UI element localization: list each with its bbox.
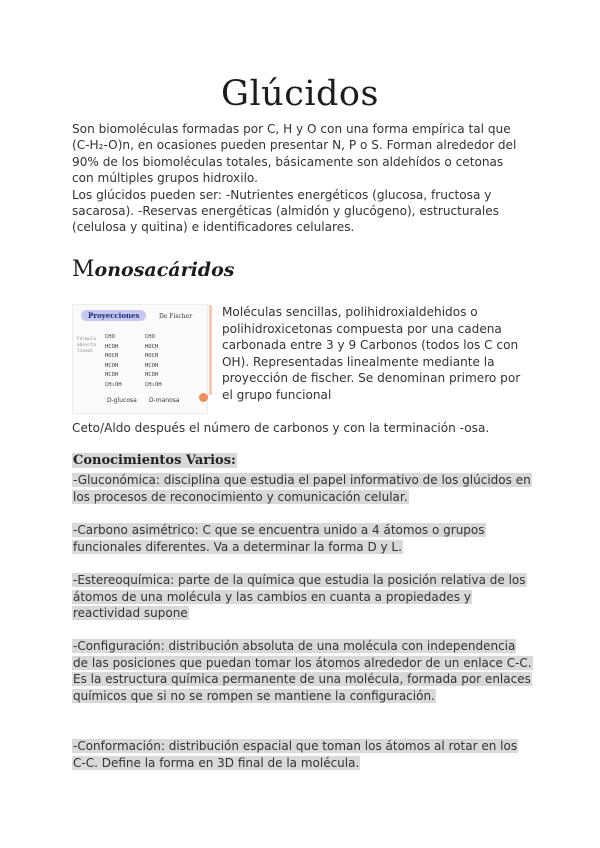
page-title: Glúcidos [221,74,379,114]
figure-side-note: Fórmula abierta lineal [77,337,96,354]
definition-item [72,572,532,622]
conocimientos-title [72,453,237,468]
monosacaridos-text-tail: Ceto/Aldo después el número de carbonos y con la terminación -osa. [72,421,490,435]
mannose-label: D-manosa [149,397,180,404]
accent-bar [209,305,212,395]
definition-item [72,638,532,704]
intro-paragraph-2: Los glúcidos pueden ser: -Nutrientes energéticos (glucosa, fructosa y sacarosa). -Reservas energéticas (almidón y glucógeno), estructurales (celulosa y quitina) e identificadores celulares. [72,187,500,235]
figure-subtitle: De Fischer [159,313,193,320]
definition-text: -Conformación: distribución espacial que toman los átomos al rotar en los C-C. Define la forma en 3D final de la molécula. [73,739,518,770]
monosacaridos-text: Moléculas sencillas, polihidroxialdehidos o polihidroxicetonas compuesta por una cadena carbonada entre 3 y 9 Carbonos (todos los C con OH). Representadas linealmente mediante la proyección de fischer. Se denominan primero por el grupo funcional [222,305,521,402]
glucose-label: D-glucosa [107,397,137,404]
section-heading-monosacaridos [72,256,234,282]
mannose-structure: CHO HOCH HOCH HCOH HCOH CH₂OH [145,334,162,388]
definition-item [72,522,532,555]
conocimientos-title-text: Conocimientos Varios: [73,453,236,468]
glucose-structure: CHO HCOH HOCH HCOH HCOH CH₂OH [105,334,122,388]
definition-text: -Configuración: distribución absoluta de una molécula con independencia de las posiciones que puedan tomar los átomos alrededor de un enlace C-C. Es la estructura química permanente de una molécula, formada por enlaces químicos que si no se rompen se mantiene la configuración. [73,639,532,703]
figure-tag: Proyecciones [81,310,146,321]
definition-text: -Carbono asimétrico: C que se encuentra unido a 4 átomos o grupos funcionales diferentes. Va a determinar la forma D y L. [73,523,485,554]
definition-item [72,738,532,771]
definition-text: -Gluconómica: disciplina que estudia el papel informativo de los glúcidos en los procesos de reconocimiento y comunicación celular. [73,473,531,504]
definition-text: -Estereoquímica: parte de la química que estudia la posición relativa de los átomos de una molécula y las cambios en cuanta a propiedades y reactividad supone [73,573,526,621]
definition-item [72,472,532,505]
heading-initial: M [72,257,95,282]
fischer-projection-figure [72,304,208,414]
accent-dot [199,393,208,402]
heading-rest: onosacáridos [94,259,235,281]
intro-paragraph-1: Son biomoléculas formadas por C, H y O con una forma empírica tal que (C-H₂-O)n, en ocasiones pueden presentar N, P o S. Forman alrededor del 90% de los biomoléculas totales, básicamente son aldehídos o cetonas con múltiples grupos hidroxilo. [72,122,517,186]
intro-text [72,121,528,236]
